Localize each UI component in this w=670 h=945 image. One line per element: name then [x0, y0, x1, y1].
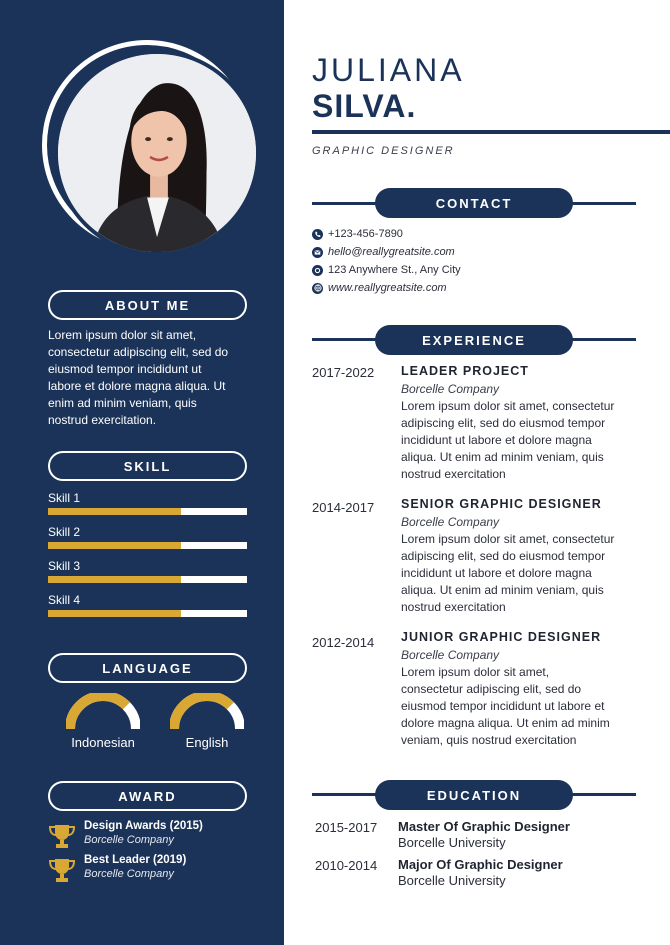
education-years: 2010-2014: [315, 858, 378, 873]
profile-photo-illustration: [58, 54, 256, 252]
location-pin-icon: [312, 265, 323, 276]
contact-address: [312, 263, 461, 277]
description-line: consectetur adipiscing elit, sed do: [401, 682, 582, 696]
skill-bar: [48, 610, 247, 617]
contact-phone: [312, 227, 403, 241]
experience-company: Borcelle Company: [401, 382, 500, 396]
description-line: adipiscing elit, sed do eiusmod tempor: [401, 549, 606, 563]
profile-photo: [54, 50, 260, 256]
language-label: English: [185, 735, 229, 750]
award-item: [48, 820, 268, 852]
experience-years: 2017-2022: [312, 365, 375, 380]
experience-company: Borcelle Company: [401, 648, 500, 662]
description-line: incididunt ut labore et dolore magna: [401, 433, 592, 447]
skill-bar-fill: [48, 508, 181, 515]
skill-item: [48, 525, 247, 549]
skill-label: Skill 2: [48, 525, 81, 539]
award-organization: Borcelle Company: [84, 834, 174, 846]
name-divider: [312, 130, 670, 134]
education-heading: EDUCATION: [375, 780, 573, 810]
trophy-icon: [48, 856, 76, 884]
about-line: Lorem ipsum dolor sit amet,: [48, 328, 197, 342]
experience-description: [401, 398, 637, 483]
experience-title: JUNIOR GRAPHIC DESIGNER: [401, 630, 602, 644]
award-title: Design Awards (2015): [84, 820, 203, 832]
language-gauge: [66, 693, 140, 731]
email-text[interactable]: hello@reallygreatsite.com: [328, 246, 455, 258]
skill-bar: [48, 542, 247, 549]
experience-description: [401, 531, 637, 616]
language-item: [48, 693, 158, 750]
description-line: adipiscing elit, sed do eiusmod tempor: [401, 416, 606, 430]
about-me-text: [48, 327, 258, 429]
contact-website: [312, 281, 447, 295]
description-line: Lorem ipsum dolor sit amet, consectetur: [401, 399, 615, 413]
sidebar: [0, 0, 284, 945]
about-line: labore et dolore magna aliqua. Ut: [48, 379, 226, 393]
experience-description: [401, 664, 637, 749]
experience-years: 2012-2014: [312, 635, 375, 650]
about-line: consectetur adipiscing elit, sed do: [48, 345, 229, 359]
skill-heading: SKILL: [48, 451, 247, 481]
address-text: 123 Anywhere St., Any City: [328, 264, 461, 276]
about-me-heading: ABOUT ME: [48, 290, 247, 320]
first-name: JULIANA: [312, 52, 465, 88]
experience-years: 2014-2017: [312, 500, 375, 515]
website-text[interactable]: www.reallygreatsite.com: [328, 282, 447, 294]
education-school: Borcelle University: [398, 873, 506, 888]
language-heading: LANGUAGE: [48, 653, 247, 683]
contact-heading: CONTACT: [375, 188, 573, 218]
experience-title: LEADER PROJECT: [401, 364, 529, 378]
experience-title: SENIOR GRAPHIC DESIGNER: [401, 497, 602, 511]
award-heading: AWARD: [48, 781, 247, 811]
contact-email: [312, 245, 455, 259]
experience-company: Borcelle Company: [401, 515, 500, 529]
description-line: eiusmod tempor incididunt ut labore et: [401, 699, 605, 713]
globe-icon: [312, 283, 323, 294]
skill-item: [48, 491, 247, 515]
description-line: dolore magna aliqua. Ut enim ad minim: [401, 716, 610, 730]
award-organization: Borcelle Company: [84, 868, 174, 880]
skill-bar-fill: [48, 576, 181, 583]
description-line: veniam, quis nostrud exercitation: [401, 733, 577, 747]
skill-label: Skill 4: [48, 593, 81, 607]
last-name: SILVA.: [312, 88, 417, 124]
skill-bar: [48, 576, 247, 583]
award-title: Best Leader (2019): [84, 854, 187, 866]
email-icon: [312, 247, 323, 258]
education-years: 2015-2017: [315, 820, 378, 835]
experience-heading: EXPERIENCE: [375, 325, 573, 355]
skill-bar-fill: [48, 610, 181, 617]
award-item: [48, 854, 268, 886]
language-gauge: [170, 693, 244, 731]
description-line: Lorem ipsum dolor sit amet, consectetur: [401, 532, 615, 546]
skill-label: Skill 3: [48, 559, 81, 573]
phone-text: +123-456-7890: [328, 228, 403, 240]
skill-bar-fill: [48, 542, 181, 549]
education-degree: Master Of Graphic Designer: [398, 819, 570, 834]
about-line: nostrud exercitation.: [48, 413, 157, 427]
description-line: nostrud exercitation: [401, 467, 506, 481]
experience-entry: [401, 497, 637, 616]
description-line: Lorem ipsum dolor sit amet,: [401, 665, 550, 679]
language-item: [152, 693, 262, 750]
about-line: eiusmod tempor incididunt ut: [48, 362, 202, 376]
about-line: enim ad minim veniam, quis: [48, 396, 197, 410]
education-degree: Major Of Graphic Designer: [398, 857, 563, 872]
skill-item: [48, 559, 247, 583]
skill-item: [48, 593, 247, 617]
skill-bar: [48, 508, 247, 515]
education-school: Borcelle University: [398, 835, 506, 850]
description-line: aliqua. Ut enim ad minim veniam, quis: [401, 583, 604, 597]
phone-icon: [312, 229, 323, 240]
language-label: Indonesian: [71, 735, 135, 750]
description-line: incididunt ut labore et dolore magna: [401, 566, 592, 580]
job-title: GRAPHIC DESIGNER: [312, 145, 455, 157]
education-entry: [398, 819, 638, 850]
experience-entry: [401, 630, 637, 749]
description-line: aliqua. Ut enim ad minim veniam, quis: [401, 450, 604, 464]
experience-entry: [401, 364, 637, 483]
skill-label: Skill 1: [48, 491, 81, 505]
trophy-icon: [48, 822, 76, 850]
description-line: nostrud exercitation: [401, 600, 506, 614]
education-entry: [398, 857, 638, 888]
